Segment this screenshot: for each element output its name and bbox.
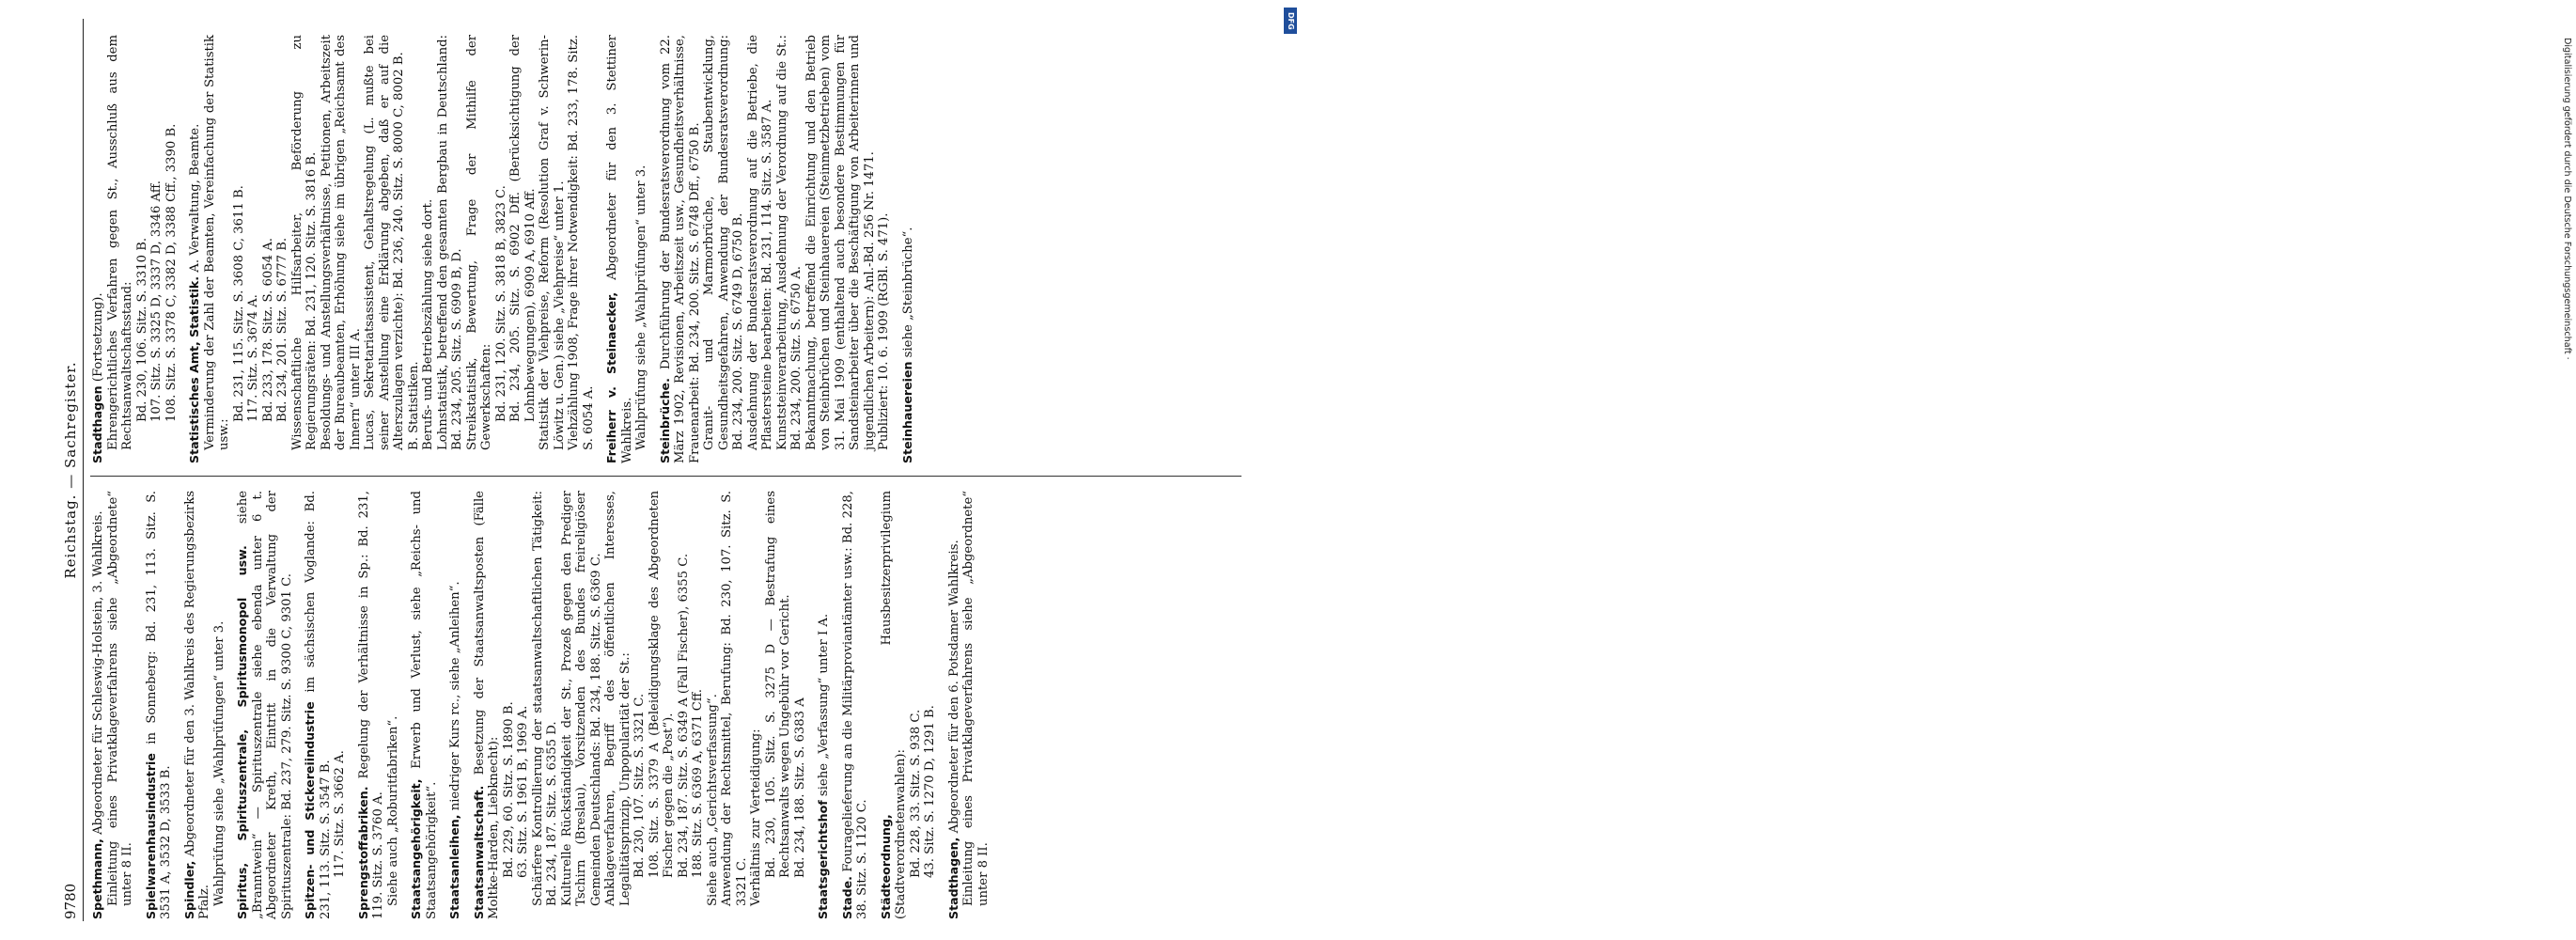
index-entry <box>235 491 294 919</box>
entry-line: Wissenschaftliche Hilfsarbeiter, Beförderung zu Regierungsräten: Bd. 231, 120. Sitz. S. 3816 B. <box>289 35 319 450</box>
entry-first-line <box>144 491 174 919</box>
entry-text: siehe „Steinbrüche“. <box>900 227 915 358</box>
index-entry <box>90 491 135 919</box>
entry-first-line <box>303 491 333 919</box>
entry-first-line <box>900 35 916 463</box>
entry-first-line <box>816 491 832 919</box>
entry-first-line <box>840 491 870 919</box>
entry-line: Wahlprüfung siehe „Wahlprüfungen“ unter 3. <box>634 164 648 450</box>
margin-credit-text: Digitalisierung gefördert durch die Deutsche Forschungsgemeinschaft · <box>2562 38 2572 360</box>
entry-keyword: Freiherr v. Steinaecker, <box>604 291 618 463</box>
index-entry <box>90 35 179 463</box>
entry-text: siehe „Branntwein“ — Spirituszentrale siehe ebenda unter 6 t. Abgeordneter Kreth, Eintritt in die Verwaltung der Spirituszentrale: Bd. 237, 279. Sitz. S. 9300 C, 9301 C. <box>236 491 294 919</box>
entry-line: Wahlprüfung siehe „Wahlprüfungen“ unter 3. <box>211 620 226 906</box>
right-column <box>90 35 924 463</box>
entry-text: siehe „Verfassung“ unter I A. <box>817 613 831 797</box>
index-entry <box>816 491 832 919</box>
entry-line: Kunststeinverarbeitung, Ausdehnung der Verordnung auf die St.: Bd. 234, 200. Sitz. S. 6750 A. <box>774 35 804 450</box>
entry-line: Bd. 228, 33. Sitz. S. 938 C. <box>908 709 923 878</box>
dfg-logo: DFG <box>1284 8 1297 34</box>
entry-line: Besoldungs- und Anstellungsverhältnisse, Petitionen, Arbeitszeit der Bureaubeamten, Erhöhung siehe im übrigen „Reichsamt des Innern“ unter III A. <box>319 35 363 450</box>
index-entry <box>187 35 596 463</box>
entry-line: Bd. 231, 120. Sitz. S. 3818 B, 3823 C. <box>493 185 508 422</box>
entry-first-line <box>356 491 386 919</box>
entry-line: Bd. 234, 201. Sitz. S. 6777 B. <box>275 237 289 422</box>
entry-keyword: Steinhauereien <box>899 361 914 463</box>
entry-first-line <box>90 491 106 919</box>
entry-first-line <box>879 491 909 919</box>
page-number: 9780 <box>62 883 79 919</box>
entry-first-line <box>235 491 294 919</box>
index-entry <box>356 491 401 919</box>
entry-text: (Fortsetzung). <box>91 292 105 383</box>
entry-line: Streikstatistik, Bewertung, Frage der Mithilfe der Gewerkschaften: <box>464 35 493 450</box>
entry-keyword: Spielwarenhausindustrie <box>143 753 158 919</box>
entry-first-line <box>658 35 703 463</box>
entry-keyword: Stadthagen, <box>945 837 960 919</box>
margin-credit <box>1276 0 2572 940</box>
entry-keyword: Spiritus, Spirituszentrale, Spiritusmonopol usw. <box>235 545 249 919</box>
entry-keyword: Stade. <box>839 876 854 919</box>
entry-first-line <box>447 491 463 919</box>
entry-line: Lucas, Sekretariatsassistent, Gehaltsregelung (L. mußte bei seiner Anstellung eine Erklärung abgeben, daß er auf die Alterszulagen verzichte): Bd. 236, 240. Sitz. S. 8000 C, 8002 B. <box>363 35 406 450</box>
left-column <box>90 491 999 919</box>
entry-line: Bd. 234, 187. Sitz. S. 6349 A (Fall Fischer), 6355 C. <box>676 553 691 878</box>
entry-text: Regelung der Verhältnisse in Sp.: Bd. 231, 119. Sitz. S. 3760 A. <box>356 491 385 919</box>
entry-keyword: Stadthagen <box>90 385 104 463</box>
page-title: Reichstag. — Sachregister. <box>62 361 79 579</box>
entry-keyword: Spitzen- und Stickereiindustrie <box>303 701 317 919</box>
entry-keyword: Staatsangehörigkeit, <box>409 778 423 919</box>
entry-line: Anklageverfahren, Begriff des öffentlichen Interesses, Legalitätsprinzip, Unpopularität der St.: <box>603 491 632 906</box>
entry-first-line <box>946 491 962 919</box>
entry-first-line <box>187 35 203 463</box>
entry-line: Ehrengerichtliches Verfahren gegen St., Ausschluß aus dem Rechtsanwaltschaftsstand: <box>105 35 134 450</box>
index-entry <box>879 491 938 919</box>
entry-line: Schärfere Kontrollierung der staatsanwaltschaftlichen Tätigkeit: Bd. 234, 187. Sitz. S. 6355 D. <box>530 491 559 906</box>
entry-line: 188. Sitz. S. 6369 A, 6371 Cff. <box>691 689 705 878</box>
entry-keyword: Staatsgerichtshof <box>816 800 830 919</box>
entry-line: Lohnstatistik, betreffend den gesamten Bergbau in Deutschland: Bd. 234, 205. Sitz. S. 6909 B, D. <box>435 35 464 450</box>
entry-keyword: Sprengstoffabriken. <box>355 786 370 919</box>
entry-line: B. Statistiken. <box>406 361 421 450</box>
entry-keyword: Staatsanwaltschaft. <box>471 785 486 919</box>
entry-keyword: Spindler, <box>181 860 196 919</box>
entry-text: Besetzung der Staatsanwaltsposten (Fälle Moltke-Harden, Liebknecht): <box>472 491 501 919</box>
entry-text: Durchführung der Bundesratsverordnung vom 22. März 1902, Revisionen, Arbeitszeit usw., Gesundheitsverhältnisse, Frauenarbeit: Bd. 234, 200. Sitz. S. 6748 Dff., 6750 B. <box>658 35 702 463</box>
index-entry <box>144 491 174 919</box>
entry-text: in Sonneberg: Bd. 231, 113. Sitz. S. 3531 A, 3532 D, 3533 B. <box>144 491 173 919</box>
entry-first-line <box>182 491 212 919</box>
entry-keyword: Statistisches Amt, Statistik. <box>187 275 201 463</box>
rotated-page <box>0 0 1278 940</box>
entry-first-line <box>604 35 634 463</box>
entry-line: Bd. 231, 115. Sitz. S. 3608 C, 3611 B. <box>231 185 246 422</box>
entry-line: Bd. 234, 188. Sitz. S. 6383 A <box>792 697 807 878</box>
index-entry <box>447 491 463 919</box>
index-entry <box>182 491 227 919</box>
entry-keyword: Steinbrüche. <box>657 378 672 463</box>
index-entry <box>840 491 870 919</box>
entry-line: 108. Sitz. S. 3378 C, 3382 D, 3388 Cff., 3390 B. <box>164 123 179 422</box>
entry-line: Einleitung eines Privatklageverfahrens siehe „Abgeordnete“ unter 8 II. <box>961 491 991 906</box>
header-rule <box>83 19 84 921</box>
entry-text: Erwerb und Verlust, siehe „Reichs- und Staatsangehörigkeit“. <box>410 491 439 919</box>
entry-keyword: Spethmann, <box>90 838 104 919</box>
entry-line: Bd. 229, 60. Sitz. S. 1890 B. <box>501 701 516 878</box>
column-divider <box>90 476 1241 477</box>
entry-line: Einleitung eines Privatklageverfahrens siehe „Abgeordnete“ unter 8 II. <box>105 491 134 906</box>
entry-line: 43. Sitz. S. 1270 D, 1291 B. <box>923 705 937 878</box>
entry-keyword: Städteordnung, <box>878 814 893 919</box>
entry-line: Bd. 233, 178. Sitz. S. 6054 A. <box>260 238 275 422</box>
entry-line: Bd. 230, 106. Sitz. S. 3310 B. <box>134 237 149 422</box>
index-entry <box>303 491 348 919</box>
entry-first-line <box>472 491 502 919</box>
entry-text: Abgeordneter für den 3. Stettiner Wahlkreis. <box>605 35 634 463</box>
entry-keyword: Staatsanleihen, <box>447 814 461 919</box>
entry-text: niedriger Kurs rc., siehe „Anleihen“. <box>448 581 462 811</box>
entry-line: Kulturelle Rückständigkeit der St., Prozeß gegen den Prediger Tschirn (Breslau), Vorsitzenden des Bundes freireligiöser Gemeinden Deutschlands: Bd. 234, 188. Sitz. S. 6369 C. <box>559 491 603 906</box>
entry-line: Verhältnis zur Verteidigung: <box>749 728 763 906</box>
entry-text: Hausbesitzerprivilegium (Stadtverordnetenwahlen): <box>879 491 908 919</box>
index-entry <box>900 35 916 463</box>
entry-line: Bd. 230, 107. Sitz. S. 3321 C. <box>632 693 647 878</box>
entry-line: Bd. 230, 105. Sitz. S. 3275 D — Bestrafung eines Rechtsanwalts wegen Ungebühr vor Gericht. <box>763 491 792 878</box>
entry-line: Siehe auch „Gerichtsverfassung“. <box>705 694 720 906</box>
index-entry <box>946 491 991 919</box>
entry-text: Abgeordneter für den 6. Potsdamer Wahlkreis. <box>946 540 961 834</box>
entry-line: Statistik der Viehpreise, Reform (Resolution Graf v. Schwerin-Löwitz u. Gen.) siehe „Viehpreise“ unter 1. <box>538 35 567 450</box>
entry-line: 63. Sitz. S. 1961 B, 1969 A. <box>516 705 530 878</box>
entry-line: 108. Sitz. S. 3379 A (Beleidigungsklage des Abgeordneten Fischer gegen die „Post“). <box>647 491 676 878</box>
entry-text: im sächsischen Voglande: Bd. 231, 113. Sitz. S. 3547 B. <box>304 491 333 919</box>
entry-text: Fouragelieferung an die Militärproviantämter usw.: Bd. 228, 38. Sitz. S. 1120 C. <box>840 491 869 919</box>
entry-line: 117. Sitz. S. 3662 A. <box>333 750 347 878</box>
entry-text: Abgeordneter für Schleswig-Holstein, 3. Wahlkreis. <box>91 510 105 835</box>
entry-line: Ausdehnung der Bundesratsverordnung auf die Betriebe, die Pflastersteine bearbeiten: Bd. 231, 114. Sitz. S. 3587 A. <box>745 35 774 450</box>
entry-line: Bd. 234, 205. Sitz. S. 6902 Dff. (Berücksichtigung der Lohnbewegungen), 6909 A, 6910 Aff. <box>508 35 538 422</box>
entry-first-line <box>409 491 439 919</box>
entry-text: A. Verwaltung, Beamte. <box>188 123 202 273</box>
entry-line: Siehe auch „Roburitfabriken“. <box>385 715 400 906</box>
entry-text: Abgeordneter für den 3. Wahlkreis des Regierungsbezirks Pfalz. <box>182 491 211 919</box>
entry-line: Anwendung der Rechtsmittel, Berufung: Bd. 230, 107. Sitz. S. 3321 C. <box>720 491 749 906</box>
index-entry <box>472 491 808 919</box>
index-entry <box>658 35 892 463</box>
entry-first-line <box>90 35 106 463</box>
entry-line: Bekanntmachung, betreffend die Einrichtung und den Betrieb von Steinbrüchen und Steinhauereien (Steinmetzbetrieben) vom 31. Mai 1909 (enthaltend auch besondere Bestimmungen für Sandsteinarbeiter über die Beschäftigung von Arbeiterinnen und jugendlichen Arbeitern): Anl.-Bd. 256 Nr. 1471. <box>804 35 877 450</box>
entry-line: 117. Sitz. S. 3674 A. <box>246 294 260 422</box>
entry-line: Granit- und Marmorbrüche, Staubentwicklung, Gesundheitsgefahren, Anwendung der Bundesratsverordnung: Bd. 234, 200. Sitz. S. 6749 D, 6750 B. <box>702 35 745 450</box>
entry-line: 107. Sitz. S. 3325 D, 3337 D, 3346 Aff. <box>149 180 164 422</box>
entry-line: Publiziert: 10. 6. 1909 (RGBl. S. 471). <box>877 212 891 450</box>
page-header <box>62 21 83 919</box>
index-entry <box>604 35 649 463</box>
entry-line: Verminderung der Zahl der Beamten, Vereinfachung der Statistik usw.: <box>202 35 231 450</box>
entry-line: Berufs- und Betriebszählung siehe dort. <box>421 198 435 450</box>
index-entry <box>409 491 439 919</box>
entry-line: Viehzählung 1908, Frage ihrer Notwendigkeit: Bd. 233, 178. Sitz. S. 6054 A. <box>567 35 596 450</box>
